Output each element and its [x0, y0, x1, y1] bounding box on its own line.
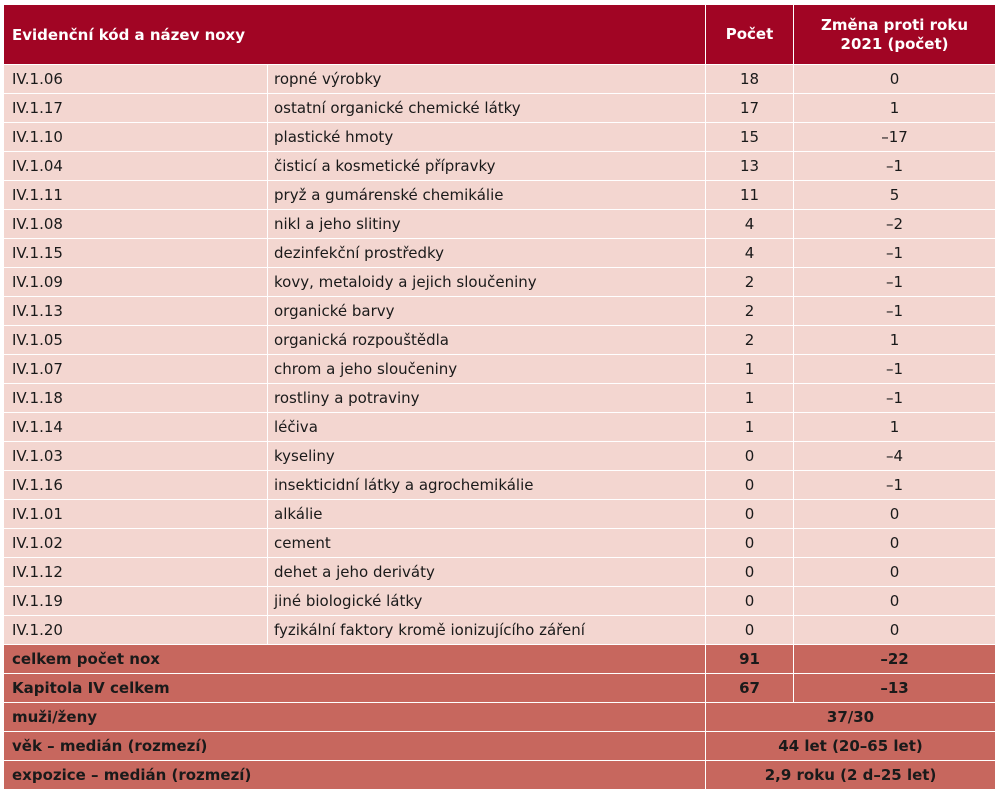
row-change: 0 [794, 65, 996, 94]
row-count: 15 [706, 123, 794, 152]
row-code: IV.1.14 [4, 413, 268, 442]
row-code: IV.1.03 [4, 442, 268, 471]
row-change: –1 [794, 268, 996, 297]
sex-label: muži/ženy [4, 703, 706, 732]
header-count: Počet [706, 5, 794, 65]
row-code: IV.1.15 [4, 239, 268, 268]
row-change: 1 [794, 413, 996, 442]
row-count: 17 [706, 94, 794, 123]
row-code: IV.1.18 [4, 384, 268, 413]
row-change: –1 [794, 297, 996, 326]
row-change: 1 [794, 326, 996, 355]
exposure-row [4, 761, 996, 790]
row-count: 1 [706, 413, 794, 442]
table-row [4, 442, 996, 471]
table-row [4, 268, 996, 297]
row-name: insekticidní látky a agrochemikálie [268, 471, 706, 500]
row-code: IV.1.09 [4, 268, 268, 297]
row-count: 2 [706, 297, 794, 326]
table-row [4, 326, 996, 355]
table-row [4, 152, 996, 181]
row-name: alkálie [268, 500, 706, 529]
table-row [4, 181, 996, 210]
total-row [4, 645, 996, 674]
row-name: jiné biologické látky [268, 587, 706, 616]
row-name: léčiva [268, 413, 706, 442]
row-name: plastické hmoty [268, 123, 706, 152]
table-row [4, 558, 996, 587]
header-code-name: Evidenční kód a název noxy [4, 5, 706, 65]
row-change: 0 [794, 558, 996, 587]
table-row [4, 384, 996, 413]
row-name: ostatní organické chemické látky [268, 94, 706, 123]
row-code: IV.1.04 [4, 152, 268, 181]
row-count: 0 [706, 471, 794, 500]
row-count: 13 [706, 152, 794, 181]
row-change: 5 [794, 181, 996, 210]
row-code: IV.1.02 [4, 529, 268, 558]
row-change: –4 [794, 442, 996, 471]
row-code: IV.1.01 [4, 500, 268, 529]
row-code: IV.1.12 [4, 558, 268, 587]
row-name: organická rozpouštědla [268, 326, 706, 355]
row-code: IV.1.13 [4, 297, 268, 326]
row-count: 0 [706, 442, 794, 471]
table-container [3, 4, 996, 790]
row-change: –1 [794, 471, 996, 500]
table-row [4, 239, 996, 268]
total-count: 91 [706, 645, 794, 674]
row-count: 2 [706, 268, 794, 297]
row-change: –2 [794, 210, 996, 239]
row-name: čisticí a kosmetické přípravky [268, 152, 706, 181]
table-row [4, 94, 996, 123]
row-name: organické barvy [268, 297, 706, 326]
table-row [4, 616, 996, 645]
row-name: chrom a jeho sloučeniny [268, 355, 706, 384]
row-change: 0 [794, 616, 996, 645]
chapter-label: Kapitola IV celkem [4, 674, 706, 703]
row-count: 0 [706, 500, 794, 529]
age-label: věk – medián (rozmezí) [4, 732, 706, 761]
table-row [4, 529, 996, 558]
age-value: 44 let (20–65 let) [706, 732, 996, 761]
row-code: IV.1.10 [4, 123, 268, 152]
row-count: 4 [706, 239, 794, 268]
row-name: cement [268, 529, 706, 558]
row-count: 2 [706, 326, 794, 355]
total-label: celkem počet nox [4, 645, 706, 674]
table-row [4, 413, 996, 442]
row-code: IV.1.17 [4, 94, 268, 123]
row-count: 4 [706, 210, 794, 239]
row-count: 0 [706, 587, 794, 616]
row-name: ropné výrobky [268, 65, 706, 94]
chapter-count: 67 [706, 674, 794, 703]
row-name: kovy, metaloidy a jejich sloučeniny [268, 268, 706, 297]
row-change: –1 [794, 355, 996, 384]
chapter-total-row [4, 674, 996, 703]
row-code: IV.1.19 [4, 587, 268, 616]
row-name: pryž a gumárenské chemikálie [268, 181, 706, 210]
row-change: –1 [794, 384, 996, 413]
total-change: –22 [794, 645, 996, 674]
row-code: IV.1.16 [4, 471, 268, 500]
row-count: 18 [706, 65, 794, 94]
table-row [4, 500, 996, 529]
row-name: rostliny a potraviny [268, 384, 706, 413]
exposure-label: expozice – medián (rozmezí) [4, 761, 706, 790]
table-row [4, 297, 996, 326]
row-change: 0 [794, 587, 996, 616]
sex-ratio-row [4, 703, 996, 732]
row-code: IV.1.07 [4, 355, 268, 384]
table-row [4, 471, 996, 500]
nox-table [3, 4, 996, 790]
header-change: Změna proti roku 2021 (počet) [794, 5, 996, 65]
row-name: nikl a jeho slitiny [268, 210, 706, 239]
row-name: fyzikální faktory kromě ionizujícího záření [268, 616, 706, 645]
exposure-value: 2,9 roku (2 d–25 let) [706, 761, 996, 790]
table-row [4, 587, 996, 616]
row-code: IV.1.06 [4, 65, 268, 94]
row-code: IV.1.08 [4, 210, 268, 239]
table-row [4, 355, 996, 384]
row-code: IV.1.05 [4, 326, 268, 355]
row-count: 11 [706, 181, 794, 210]
row-code: IV.1.20 [4, 616, 268, 645]
row-change: –17 [794, 123, 996, 152]
row-change: –1 [794, 152, 996, 181]
table-row [4, 210, 996, 239]
row-name: dezinfekční prostředky [268, 239, 706, 268]
row-count: 0 [706, 616, 794, 645]
age-row [4, 732, 996, 761]
sex-value: 37/30 [706, 703, 996, 732]
row-change: 0 [794, 500, 996, 529]
row-count: 1 [706, 355, 794, 384]
row-change: –1 [794, 239, 996, 268]
chapter-change: –13 [794, 674, 996, 703]
row-count: 1 [706, 384, 794, 413]
row-code: IV.1.11 [4, 181, 268, 210]
table-row [4, 65, 996, 94]
table-header-row [4, 5, 996, 65]
row-name: kyseliny [268, 442, 706, 471]
row-count: 0 [706, 529, 794, 558]
row-count: 0 [706, 558, 794, 587]
row-name: dehet a jeho deriváty [268, 558, 706, 587]
row-change: 0 [794, 529, 996, 558]
table-row [4, 123, 996, 152]
row-change: 1 [794, 94, 996, 123]
